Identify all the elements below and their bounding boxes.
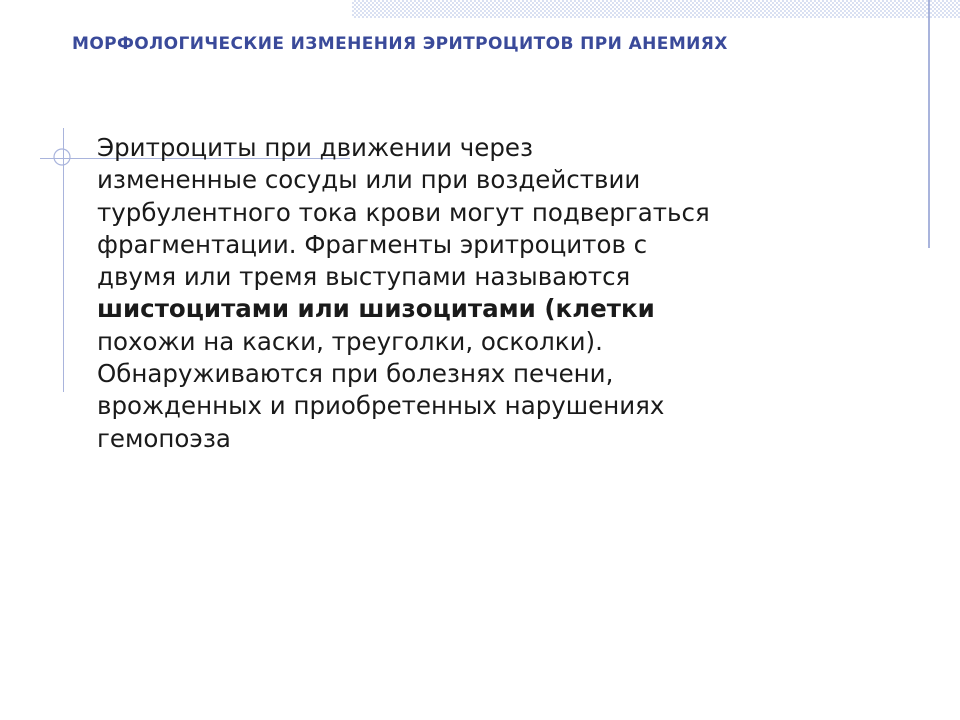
bullet-circle-icon — [52, 147, 72, 167]
body-line: фрагментации. Фрагменты эритроцитов с — [97, 229, 648, 259]
body-line: Эритроциты при движении через — [97, 133, 533, 162]
right-accent-line — [928, 0, 930, 248]
body-line: похожи на каски, треуголки, осколки). — [97, 326, 603, 356]
decorative-pattern-band — [352, 0, 960, 18]
body-line: двумя или тремя выступами называются — [97, 262, 631, 292]
slide-title: МОРФОЛОГИЧЕСКИЕ ИЗМЕНЕНИЯ ЭРИТРОЦИТОВ ПРИ АНЕМИЯХ — [72, 34, 728, 54]
body-line: Обнаруживаются при болезнях печени, — [97, 359, 614, 389]
body-line: измененные сосуды или при воздействии — [97, 165, 641, 195]
slide-body-text — [97, 132, 817, 455]
body-line: гемопоэза — [97, 423, 231, 453]
body-line: врожденных и приобретенных нарушениях — [97, 391, 665, 421]
vertical-accent-line — [63, 128, 64, 392]
body-line: турбулентного тока крови могут подвергаться — [97, 197, 710, 227]
body-line-bold: шистоцитами или шизоцитами (клетки — [97, 294, 655, 324]
